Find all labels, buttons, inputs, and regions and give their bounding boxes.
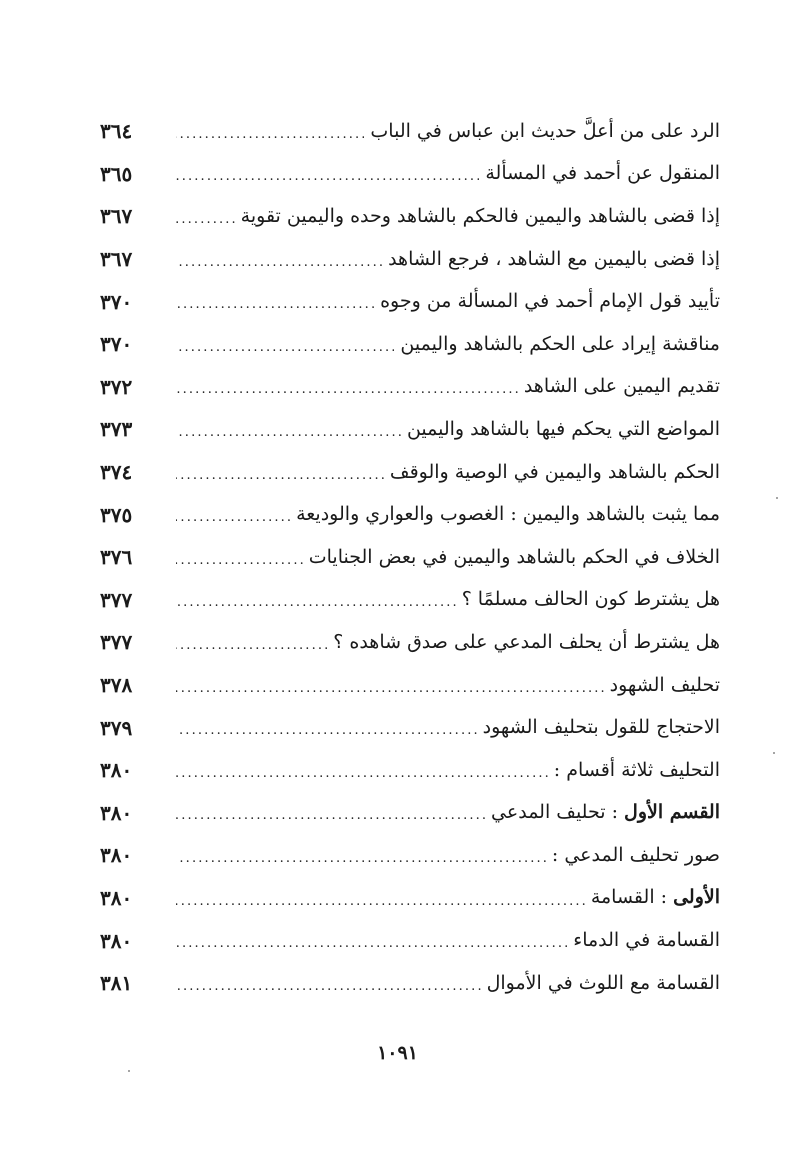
- toc-entry-title: إذا قضى باليمين مع الشاهد ، فرجع الشاهد: [388, 247, 720, 270]
- toc-entry-title: الرد على من أعلَّ حديث ابن عباس في الباب: [370, 119, 720, 142]
- dot-leader: [176, 123, 364, 144]
- toc-entry-page: ٣٨٠: [100, 843, 133, 868]
- toc-entry: [100, 493, 720, 536]
- toc-entry-title: الاحتجاج للقول بتحليف الشهود: [482, 716, 720, 739]
- toc-entry: [100, 451, 720, 494]
- table-of-contents: [100, 110, 720, 1004]
- toc-entry-page: ٣٧٧: [100, 587, 133, 612]
- toc-entry-page: ٣٧٧: [100, 630, 133, 655]
- toc-entry-page: ٣٧٩: [100, 715, 133, 740]
- toc-entry-page: ٣٨١: [100, 971, 133, 996]
- toc-entry-title: صور تحليف المدعي :: [551, 843, 720, 866]
- dot-leader: [176, 251, 382, 272]
- dot-leader: [176, 634, 327, 655]
- toc-entry: [100, 664, 720, 707]
- dot-leader: [176, 591, 456, 612]
- dot-leader: [176, 890, 585, 911]
- toc-entry: [100, 877, 720, 920]
- dot-leader: [176, 975, 481, 996]
- dot-leader: [176, 677, 604, 698]
- toc-entry: [100, 153, 720, 196]
- toc-entry-page: ٣٧٤: [100, 460, 133, 485]
- toc-entry-title: القسامة في الدماء: [573, 929, 720, 952]
- toc-entry-title: تقديم اليمين على الشاهد: [523, 375, 720, 398]
- toc-entry-page: ٣٧٠: [100, 332, 133, 357]
- dot-leader: [176, 378, 518, 399]
- dot-leader: [176, 464, 384, 485]
- toc-entry-title: تحليف الشهود: [609, 673, 720, 696]
- toc-entry: [100, 195, 720, 238]
- toc-entry-page: ٣٧٣: [100, 417, 133, 442]
- dot-leader: [176, 804, 485, 825]
- scan-speck: [128, 1070, 130, 1072]
- dot-leader: [176, 847, 546, 868]
- toc-entry-title: هل يشترط أن يحلف المدعي على صدق شاهده ؟: [333, 630, 720, 653]
- scan-speck: [773, 752, 775, 754]
- toc-entry-page: ٣٧٦: [100, 545, 133, 570]
- toc-entry: [100, 110, 720, 153]
- toc-entry-page: ٣٦٤: [100, 119, 133, 144]
- dot-leader: [176, 293, 374, 314]
- toc-entry: [100, 792, 720, 835]
- toc-entry-title: هل يشترط كون الحالف مسلمًا ؟: [461, 588, 720, 611]
- toc-entry-page: ٣٨٠: [100, 758, 133, 783]
- dot-leader: [176, 208, 235, 229]
- dot-leader: [176, 932, 567, 953]
- dot-leader: [176, 506, 290, 527]
- toc-entry-title: الحكم بالشاهد واليمين في الوصية والوقف: [389, 460, 720, 483]
- toc-entry: [100, 834, 720, 877]
- toc-entry: [100, 962, 720, 1005]
- toc-entry-page: ٣٨٠: [100, 885, 133, 910]
- toc-entry-page: ٣٧٨: [100, 673, 133, 698]
- footer-page-number: ١٠٩١: [377, 1042, 418, 1064]
- dot-leader: [176, 336, 394, 357]
- scan-speck: [776, 497, 778, 499]
- toc-entry: [100, 323, 720, 366]
- toc-entry-page: ٣٦٥: [100, 161, 133, 186]
- toc-entry-title: تأييد قول الإمام أحمد في المسألة من وجوه: [380, 290, 720, 313]
- toc-entry-page: ٣٧٥: [100, 502, 133, 527]
- toc-entry-title: الخلاف في الحكم بالشاهد واليمين في بعض الجنايات: [308, 545, 720, 568]
- toc-entry: [100, 536, 720, 579]
- toc-entry-page: ٣٨٠: [100, 800, 133, 825]
- toc-entry: [100, 706, 720, 749]
- toc-entry-page: ٣٦٧: [100, 204, 133, 229]
- dot-leader: [176, 762, 548, 783]
- toc-entry: [100, 749, 720, 792]
- toc-entry-page: ٣٦٧: [100, 247, 133, 272]
- dot-leader: [176, 549, 303, 570]
- toc-entry-page: ٣٧٢: [100, 374, 133, 399]
- toc-entry: [100, 919, 720, 962]
- toc-entry-title: الأولى : القسامة: [590, 886, 720, 909]
- toc-entry: [100, 238, 720, 281]
- toc-entry-page: ٣٨٠: [100, 928, 133, 953]
- toc-entry-title: التحليف ثلاثة أقسام :: [553, 758, 720, 781]
- toc-entry-title: مناقشة إيراد على الحكم بالشاهد واليمين: [400, 332, 720, 355]
- dot-leader: [176, 421, 401, 442]
- toc-entry: [100, 280, 720, 323]
- toc-entry-title: القسامة مع اللوث في الأموال: [486, 971, 720, 994]
- toc-entry: [100, 579, 720, 622]
- toc-entry: [100, 621, 720, 664]
- toc-entry: [100, 408, 720, 451]
- toc-entry-title: إذا قضى بالشاهد واليمين فالحكم بالشاهد وحده واليمين تقوية: [240, 204, 720, 227]
- toc-entry-page: ٣٧٠: [100, 289, 133, 314]
- toc-entry-title: المنقول عن أحمد في المسألة: [485, 162, 720, 185]
- toc-entry-title: المواضع التي يحكم فيها بالشاهد واليمين: [406, 417, 720, 440]
- toc-entry-title: القسم الأول : تحليف المدعي: [491, 801, 720, 824]
- dot-leader: [176, 719, 477, 740]
- dot-leader: [176, 165, 479, 186]
- toc-entry: [100, 366, 720, 409]
- toc-entry-title: مما يثبت بالشاهد واليمين : الغصوب والعواري والوديعة: [296, 503, 720, 526]
